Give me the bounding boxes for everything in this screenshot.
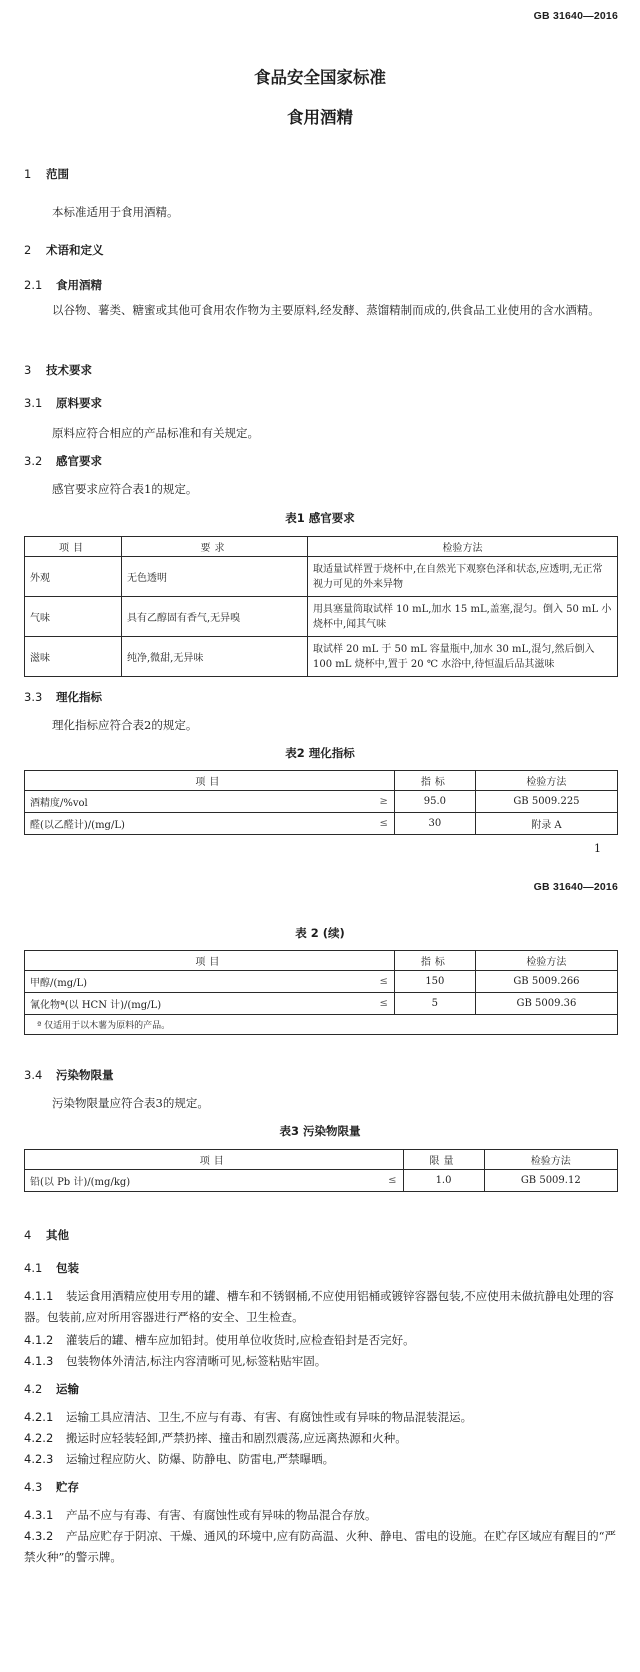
table-header-cell: 项目 (25, 537, 122, 557)
table-cell: 甲醇/(mg/L) (25, 971, 349, 993)
item-4-1-3: 4.1.3 包装物体外清洁,标注内容清晰可见,标签粘贴牢固。 (24, 1354, 327, 1368)
table-header-cell: 检验方法 (475, 771, 617, 791)
table-cell-symbol: ≤ (349, 971, 395, 993)
table-cell: GB 5009.266 (475, 971, 617, 993)
table-cell: GB 5009.36 (475, 993, 617, 1015)
table-row (25, 557, 618, 597)
item-4-1-1: 4.1.1 装运食用酒精应使用专用的罐、槽车和不锈钢桶,不应使用铝桶或镀锌容器包装,不应使用未做抗静电处理的容器。包装前,应对所用容器进行严格的安全、卫生检查。 (24, 1289, 614, 1324)
document-subtitle: 食用酒精 (287, 108, 353, 127)
table-cell-symbol: ≥ (336, 791, 395, 813)
section-3-1-heading: 3.1 原料要求 (24, 396, 102, 410)
table-cell: 取试样 20 mL 于 50 mL 容量瓶中,加水 30 mL,混匀,然后倒入 100 mL 烧杯中,置于 20 ℃ 水浴中,待恒温后品其滋味 (308, 637, 618, 677)
table-cell: 氰化物ª(以 HCN 计)/(mg/L) (25, 993, 349, 1015)
item-4-2-3: 4.2.3 运输过程应防火、防爆、防静电、防雷电,严禁曝晒。 (24, 1452, 335, 1466)
table-header-cell: 指标 (394, 771, 475, 791)
table-header-cell: 项目 (25, 951, 395, 971)
table-2-continued (24, 950, 618, 1035)
section-4-2-heading: 4.2 运输 (24, 1382, 79, 1396)
page-number: 1 (594, 842, 601, 855)
table-2-caption: 表2 理化指标 (285, 746, 355, 760)
table-cell: 外观 (25, 557, 122, 597)
table-cell: 具有乙醇固有香气,无异嗅 (122, 597, 308, 637)
table-cell-symbol: ≤ (336, 813, 395, 835)
table-header-cell: 检验方法 (475, 951, 617, 971)
section-1-text: 本标准适用于食用酒精。 (52, 205, 179, 219)
table-header-cell: 指标 (394, 951, 475, 971)
section-3-3-heading: 3.3 理化指标 (24, 690, 102, 704)
table-3-contaminants (24, 1149, 618, 1192)
table-header-cell: 项目 (25, 1150, 404, 1170)
table-cell: 5 (394, 993, 475, 1015)
section-4-3-heading: 4.3 贮存 (24, 1480, 79, 1494)
table-cell: 铅(以 Pb 计)/(mg/kg) (25, 1170, 346, 1192)
item-4-2-2: 4.2.2 搬运时应轻装轻卸,严禁扔摔、撞击和剧烈震荡,应远离热源和火种。 (24, 1431, 407, 1445)
table-row (25, 1170, 618, 1192)
table-header-cell: 检验方法 (484, 1150, 617, 1170)
table-header-cell: 限量 (403, 1150, 484, 1170)
table-header-cell: 检验方法 (308, 537, 618, 557)
table-cell: 附录 A (475, 813, 617, 835)
table-cell: 95.0 (394, 791, 475, 813)
table-cell: 150 (394, 971, 475, 993)
standard-number-header: GB 31640—2016 (533, 10, 618, 22)
section-3-4-text: 污染物限量应符合表3的规定。 (52, 1096, 209, 1110)
document-title: 食品安全国家标准 (254, 68, 386, 87)
item-4-2-1: 4.2.1 运输工具应清洁、卫生,不应与有毒、有害、有腐蚀性或有异味的物品混装混运。 (24, 1410, 473, 1424)
table-cell: 取适量试样置于烧杯中,在自然光下观察色泽和状态,应透明,无正常视力可见的外来异物 (308, 557, 618, 597)
section-4-1-heading: 4.1 包装 (24, 1261, 79, 1275)
table-1-caption: 表1 感官要求 (285, 511, 355, 525)
table-2-physicochemical (24, 770, 618, 835)
table-cell: 无色透明 (122, 557, 308, 597)
section-3-2-heading: 3.2 感官要求 (24, 454, 102, 468)
section-2-heading: 2 术语和定义 (24, 243, 104, 257)
section-4-heading: 4 其他 (24, 1228, 69, 1242)
table-footnote: ª 仅适用于以木薯为原料的产品。 (25, 1015, 618, 1035)
table-footnote-row (25, 1015, 618, 1035)
table-header-cell: 项目 (25, 771, 395, 791)
table-1-sensory (24, 536, 618, 677)
item-4-3-1: 4.3.1 产品不应与有毒、有害、有腐蚀性或有异味的物品混合存放。 (24, 1508, 377, 1522)
section-3-4-heading: 3.4 污染物限量 (24, 1068, 114, 1082)
table-3-caption: 表3 污染物限量 (279, 1124, 361, 1138)
table-cell: 纯净,微甜,无异味 (122, 637, 308, 677)
section-2-1-text: 以谷物、薯类、糖蜜或其他可食用农作物为主要原料,经发酵、蒸馏精制而成的,供食品工业使用的含水酒精。 (52, 303, 600, 317)
table-row (25, 637, 618, 677)
table-cell: 气味 (25, 597, 122, 637)
table-row (25, 971, 618, 993)
section-3-heading: 3 技术要求 (24, 363, 92, 377)
table-cell: GB 5009.12 (484, 1170, 617, 1192)
table-cell: 1.0 (403, 1170, 484, 1192)
section-1-heading: 1 范围 (24, 167, 69, 181)
section-2-1-heading: 2.1 食用酒精 (24, 278, 102, 292)
table-2-continued-caption: 表 2 (续) (295, 926, 345, 940)
item-4-1-2: 4.1.2 灌装后的罐、槽车应加铅封。使用单位收货时,应检查铅封是否完好。 (24, 1333, 415, 1347)
table-cell: 用具塞量筒取试样 10 mL,加水 15 mL,盖塞,混匀。倒入 50 mL 小烧杯中,闻其气味 (308, 597, 618, 637)
table-cell: 滋味 (25, 637, 122, 677)
table-header-cell: 要求 (122, 537, 308, 557)
table-row (25, 791, 618, 813)
table-cell: 醛(以乙醛计)/(mg/L) (25, 813, 336, 835)
standard-number-header: GB 31640—2016 (533, 881, 618, 893)
table-row (25, 993, 618, 1015)
item-4-3-2: 4.3.2 产品应贮存于阴凉、干燥、通风的环境中,应有防高温、火种、静电、雷电的设施。在贮存区域应有醒目的“严禁火种”的警示牌。 (24, 1529, 617, 1564)
table-cell: 30 (394, 813, 475, 835)
table-row (25, 813, 618, 835)
table-cell-symbol: ≤ (345, 1170, 403, 1192)
table-row (25, 597, 618, 637)
table-cell: 酒精度/%vol (25, 791, 336, 813)
table-cell-symbol: ≤ (349, 993, 395, 1015)
table-cell: GB 5009.225 (475, 791, 617, 813)
section-3-1-text: 原料应符合相应的产品标准和有关规定。 (52, 426, 259, 440)
section-3-3-text: 理化指标应符合表2的规定。 (52, 718, 198, 732)
section-3-2-text: 感官要求应符合表1的规定。 (52, 482, 198, 496)
